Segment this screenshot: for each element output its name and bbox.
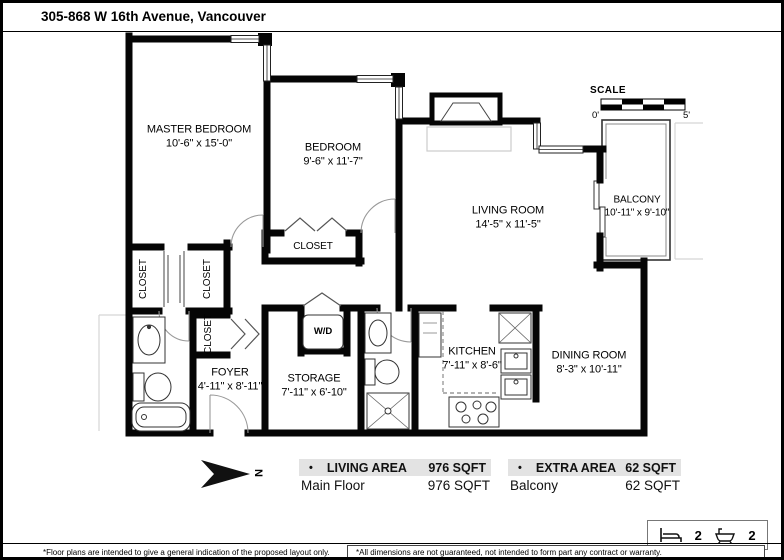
room-label-closet-3: CLOSET	[202, 313, 214, 355]
room-dims: 4'-11" x 8'-11"	[197, 380, 263, 392]
room-label-foyer	[198, 366, 263, 394]
washer-dryer-label: W/D	[313, 326, 333, 338]
bullet-icon: •	[309, 461, 313, 474]
room-label-dining-room	[552, 349, 627, 377]
main-floor-value: 976 SQFT	[427, 478, 490, 493]
room-name: BEDROOM	[304, 141, 362, 154]
floorplan-canvas	[3, 3, 784, 560]
room-label-master-bedroom	[147, 123, 251, 151]
north-label: N	[251, 469, 264, 477]
living-area-label: LIVING AREA	[326, 460, 407, 475]
room-label-closet-2: CLOSET	[201, 258, 213, 300]
room-label-kitchen	[442, 345, 501, 373]
room-label-closet-bedroom: CLOSET	[293, 240, 333, 252]
footer-divider	[3, 543, 781, 544]
living-area-header	[299, 459, 491, 476]
room-dims: 10'-11" x 9'-10"	[604, 207, 670, 218]
room-name: FOYER	[211, 366, 249, 379]
room-name: BALCONY	[613, 194, 661, 206]
windows	[231, 36, 583, 154]
room-name: KITCHEN	[448, 345, 496, 358]
room-dims: 7'-11" x 8'-6"	[442, 359, 502, 371]
page-title: 305-868 W 16th Avenue, Vancouver	[41, 9, 266, 24]
scale-label: SCALE	[590, 85, 626, 96]
footer-disclaimer-right: *All dimensions are not guaranteed, not intended to form part any contract or warranty.	[347, 545, 765, 560]
sliding-doors	[164, 251, 184, 307]
extra-area-label: EXTRA AREA	[535, 460, 617, 475]
balcony-row-value: 62 SQFT	[625, 478, 680, 493]
extra-area-header	[508, 459, 681, 476]
balcony-row	[510, 478, 680, 493]
room-name: DINING ROOM	[551, 349, 627, 362]
bed-icon	[659, 526, 683, 544]
footer-disclaimer-left: *Floor plans are intended to give a general indication of the proposed layout only.	[43, 548, 330, 557]
room-dims: 10'-6" x 15'-0"	[165, 137, 233, 149]
room-label-living-room	[472, 204, 544, 232]
room-label-storage	[281, 372, 346, 400]
north-arrow-icon	[201, 460, 250, 488]
room-dims: 8'-3" x 10'-11"	[556, 363, 622, 375]
room-label-balcony	[605, 195, 670, 220]
bullet-icon: •	[518, 461, 522, 474]
room-dims: 7'-11" x 6'-10"	[281, 386, 347, 398]
room-name: MASTER BEDROOM	[146, 123, 252, 136]
extra-area-value: 62 SQFT	[625, 460, 676, 475]
bath-icon	[713, 526, 737, 544]
scale-bar-icon	[601, 99, 685, 110]
bathroom1-fixtures	[132, 317, 190, 431]
scale-start-tick: 0'	[592, 110, 600, 121]
room-dims: 14'-5" x 11'-5"	[475, 218, 541, 230]
main-floor-label: Main Floor	[301, 478, 365, 493]
balcony-outline	[594, 120, 670, 260]
room-name: STORAGE	[287, 372, 341, 385]
living-area-value: 976 SQFT	[428, 460, 486, 475]
fireplace	[432, 95, 500, 123]
bathroom2-fixtures	[365, 313, 409, 429]
room-label-closet-1: CLOSET	[137, 258, 149, 300]
bed-count: 2	[694, 527, 702, 543]
bath-count: 2	[748, 527, 756, 543]
main-floor-row	[301, 478, 490, 493]
room-label-bedroom	[303, 141, 362, 169]
room-name: LIVING ROOM	[471, 204, 545, 217]
scale-end-tick: 5'	[683, 110, 691, 121]
balcony-row-label: Balcony	[510, 478, 559, 493]
room-dims: 9'-6" x 11'-7"	[303, 155, 363, 167]
